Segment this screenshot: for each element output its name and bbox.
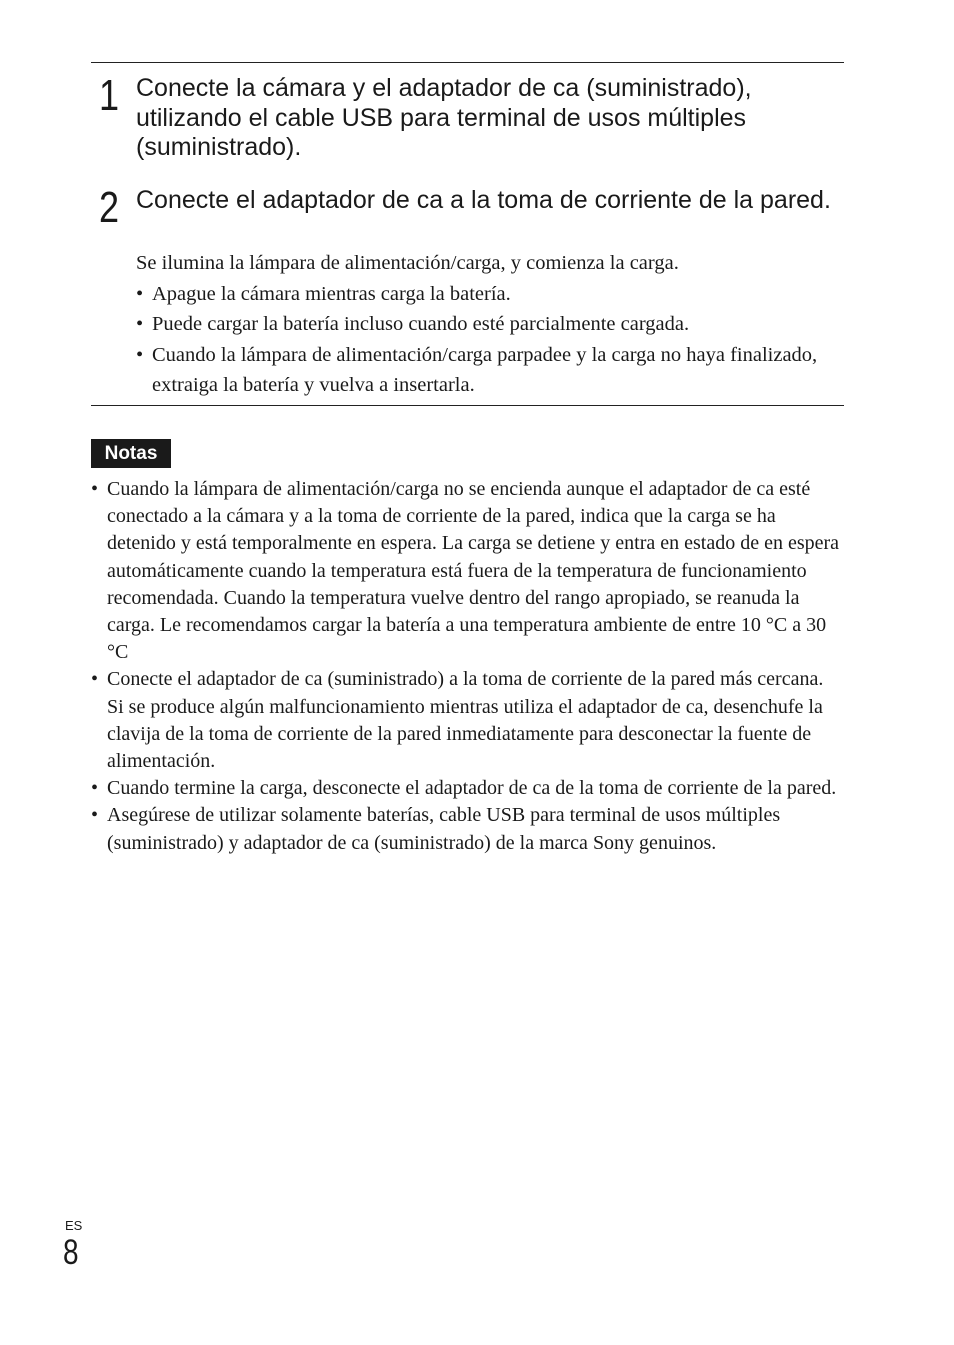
step-2-body <box>136 248 836 401</box>
note-text: Conecte el adaptador de ca (suministrado) a la toma de corriente de la pared más cercana. Si se produce algún malfuncionamiento mientras utiliza el adaptador de ca, desenchufe la clavija de la toma de corriente de la pared inmediatamente para desconectar la fuente de alimentación. <box>107 668 824 773</box>
list-item: • Apague la cámara mientras carga la batería. <box>136 282 511 305</box>
bullet-text: Cuando la lámpara de alimentación/carga parpadee y la carga no haya finalizado, extraiga la batería y vuelva a insertarla. <box>152 343 818 396</box>
step-2-bullet-list <box>136 279 836 401</box>
note-text: Asegúrese de utilizar solamente baterías, cable USB para terminal de usos múltiples (suministrado) y adaptador de ca (suministrado) de la marca Sony genuinos. <box>107 804 781 854</box>
list-item: • Cuando termine la carga, desconecte el adaptador de ca de la toma de corriente de la pared. <box>91 777 837 800</box>
notes-list <box>91 476 843 857</box>
step-2-number: 2 <box>99 183 120 232</box>
list-item: • Puede cargar la batería incluso cuando esté parcialmente cargada. <box>136 313 690 335</box>
list-item: • Cuando la lámpara de alimentación/carga parpadee y la carga no haya finalizado, extraiga la batería y vuelva a insertarla. <box>136 343 818 396</box>
bullet-text: Apague la cámara mientras carga la batería. <box>152 282 511 305</box>
bullet-text: Puede cargar la batería incluso cuando esté parcialmente cargada. <box>152 313 690 335</box>
page-language: ES <box>65 1218 83 1233</box>
step-1-number: 1 <box>99 71 120 120</box>
page-number: 8 <box>63 1233 79 1272</box>
notes-header: Notas <box>91 439 171 468</box>
note-text: Cuando termine la carga, desconecte el adaptador de ca de la toma de corriente de la pared. <box>107 777 837 800</box>
step-2-title: Conecte el adaptador de ca a la toma de corriente de la pared. <box>136 186 831 214</box>
step-1-title: Conecte la cámara y el adaptador de ca (suministrado), utilizando el cable USB para terminal de usos múltiples (suministrado). <box>136 74 752 161</box>
top-divider <box>91 62 844 63</box>
list-item: • Conecte el adaptador de ca (suministrado) a la toma de corriente de la pared más cercana. Si se produce algún malfuncionamiento mientras utiliza el adaptador de ca, desenchufe la clavija de la toma de corriente de la pared inmediatamente para desconectar la fuente de alimentación. <box>91 668 824 773</box>
step-2-description: Se ilumina la lámpara de alimentación/carga, y comienza la carga. <box>136 252 679 274</box>
list-item: • Cuando la lámpara de alimentación/carga no se encienda aunque el adaptador de ca esté conectado a la cámara y a la toma de corriente de la pared, indica que la carga se ha detenido y está temporalmente en espera. La carga se detiene y entra en estado de en espera automáticamente cuando la temperatura está fuera de la temperatura de funcionamiento recomendada. Cuando la temperatura vuelve dentro del rango apropiado, se reanuda la carga. Le recomendamos cargar la batería a una temperatura ambiente de entre 10 °C a 30 °C <box>91 478 840 664</box>
bottom-divider <box>91 405 844 406</box>
note-text: Cuando la lámpara de alimentación/carga no se encienda aunque el adaptador de ca esté conectado a la cámara y a la toma de corriente de la pared, indica que la carga se ha detenido y está temporalmente en espera. La carga se detiene y entra en estado de en espera automáticamente cuando la temperatura está fuera de la temperatura de funcionamiento recomendada. Cuando la temperatura vuelve dentro del rango apropiado, se reanuda la carga. Le recomendamos cargar la batería a una temperatura ambiente de entre 10 °C a 30 °C <box>107 478 840 664</box>
list-item: • Asegúrese de utilizar solamente baterías, cable USB para terminal de usos múltiples (suministrado) y adaptador de ca (suministrado) de la marca Sony genuinos. <box>91 804 781 854</box>
